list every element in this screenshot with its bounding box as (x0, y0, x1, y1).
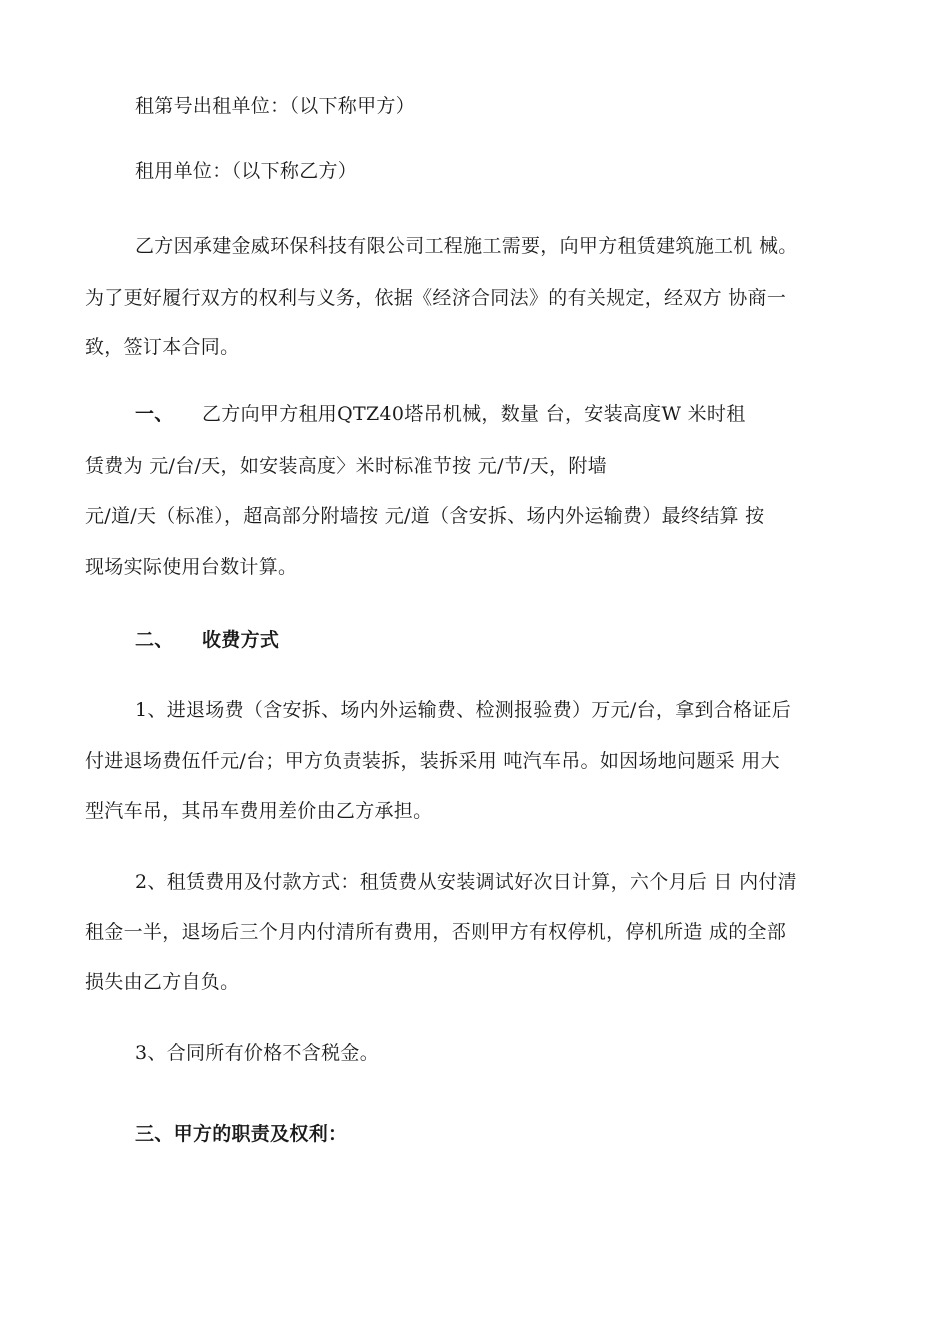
intro-line-1: 乙方因承建金威环保科技有限公司工程施工需要，向甲方租赁建筑施工机 械。 (135, 235, 798, 257)
lessor-line: 租第号出租单位：（以下称甲方） (135, 95, 416, 117)
item-1-line-1: 1、进退场费（含安拆、场内外运输费、检测报验费）万元/台，拿到合格证后 (135, 699, 791, 721)
section-1-number: 一、 (135, 403, 174, 425)
item-2-line-1: 2、租赁费用及付款方式：租赁费从安装调试好次日计算，六个月后 日 内付清 (135, 871, 797, 893)
intro-line-2: 为了更好履行双方的权利与义务，依据《经济合同法》的有关规定，经双方 协商一 (85, 287, 787, 309)
section-2-number: 二、 (135, 629, 174, 651)
section-3-title: 三、甲方的职责及权利： (135, 1123, 348, 1145)
item-3-line: 3、合同所有价格不含税金。 (135, 1042, 379, 1064)
item-2-line-2: 租金一半，退场后三个月内付清所有费用，否则甲方有权停机，停机所造 成的全部 (85, 921, 787, 943)
lessee-line: 租用单位：（以下称乙方） (135, 160, 358, 182)
intro-line-3: 致，签订本合同。 (85, 336, 240, 358)
item-2-line-3: 损失由乙方自负。 (85, 971, 240, 993)
section-1-line-4: 现场实际使用台数计算。 (85, 556, 298, 578)
section-2-title: 收费方式 (202, 629, 280, 651)
section-1-line-2: 赁费为 元/台/天，如安装高度〉米时标准节按 元/节/天，附墙 (85, 455, 607, 477)
section-1-line-1: 乙方向甲方租用QTZ40塔吊机械，数量 台，安装高度W 米时租 (202, 403, 746, 425)
item-1-line-2: 付进退场费伍仟元/台；甲方负责装拆，装拆采用 吨汽车吊。如因场地问题采 用大 (85, 750, 780, 772)
section-1-line-3: 元/道/天（标准），超高部分附墙按 元/道（含安拆、场内外运输费）最终结算 按 (85, 505, 765, 527)
item-1-line-3: 型汽车吊，其吊车费用差价由乙方承担。 (85, 800, 433, 822)
